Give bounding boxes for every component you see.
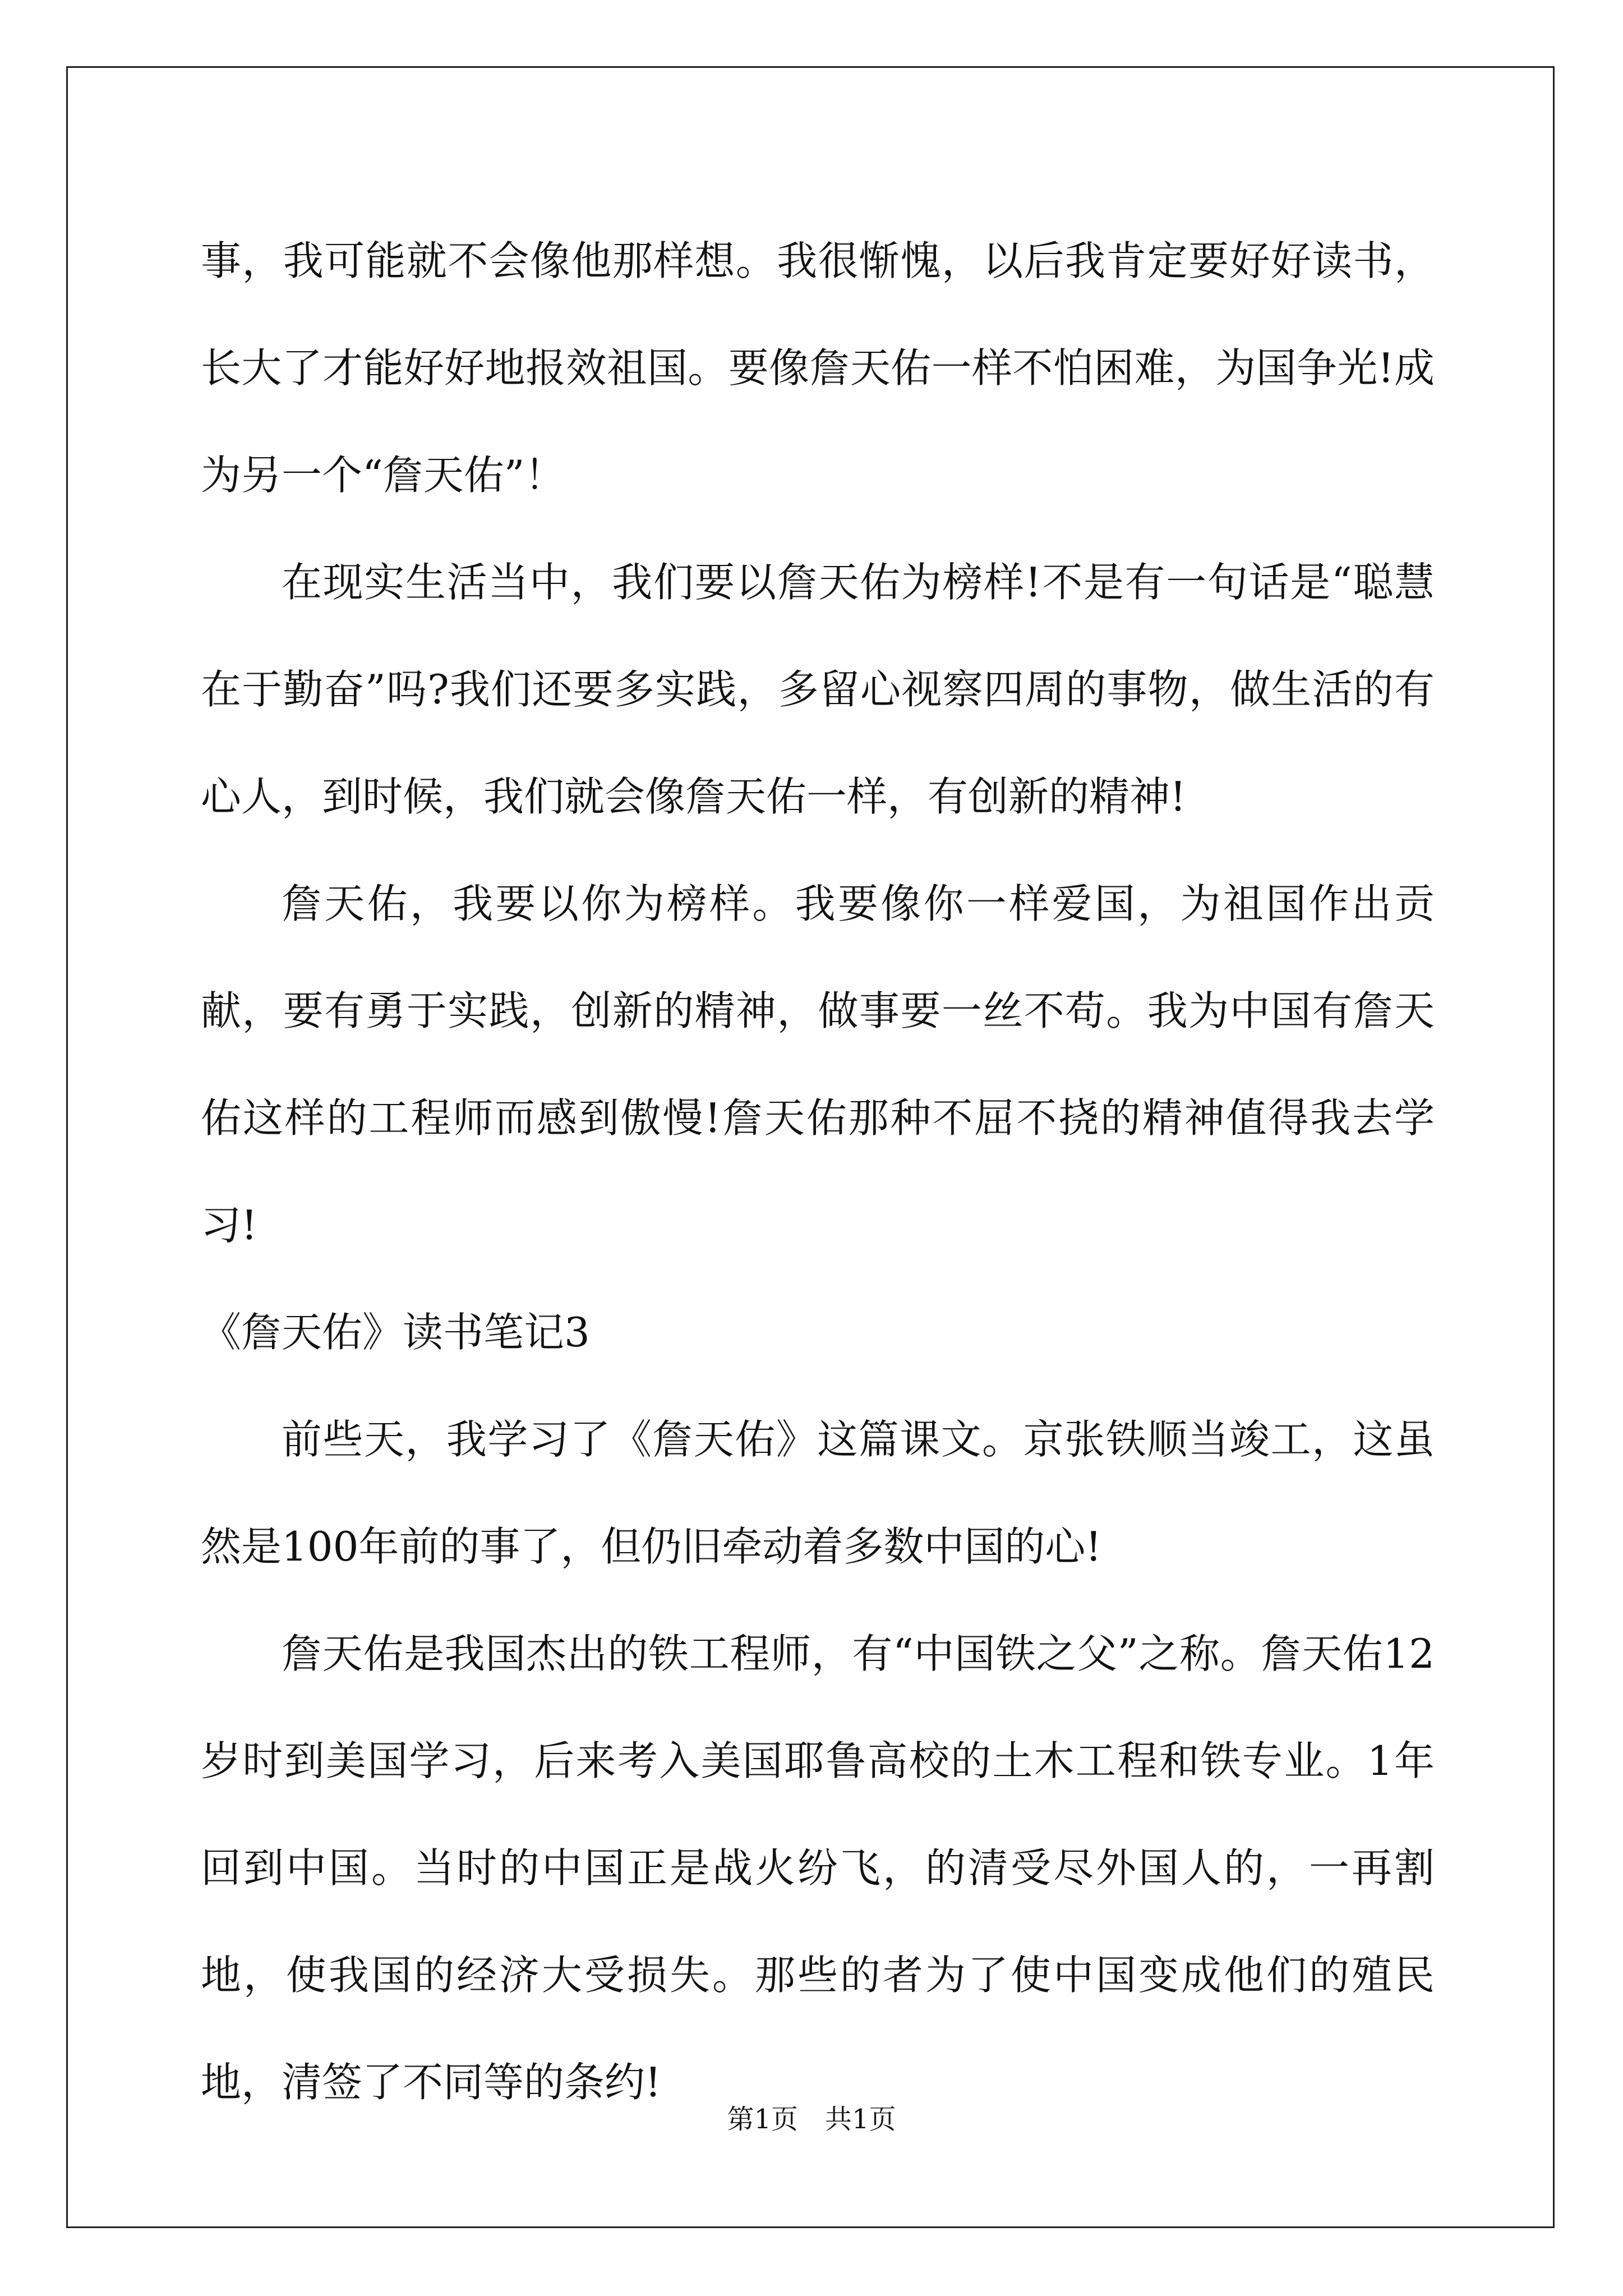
paragraph-role-model: 在现实生活当中，我们要以詹天佑为榜样!不是有一句话是“聪慧在于勤奋”吗?我们还要多实践，多留心视察四周的事物，做生活的有心人，到时候，我们就会像詹天佑一样，有创新的精神! [201, 559, 1435, 820]
paragraph-lesson-intro: 前些天，我学习了《詹天佑》这篇课文。京张铁顺当竣工，这虽然是100年前的事了，但仍旧牵动着多数中国的心! [201, 1416, 1435, 1570]
paragraph-continuation: 事，我可能就不会像他那样想。我很惭愧，以后我肯定要好好读书，长大了才能好好地报效祖国。要像詹天佑一样不怕困难，为国争光!成为另一个“詹天佑”！ [201, 237, 1435, 499]
section-heading: 《詹天佑》读书笔记3 [201, 1309, 590, 1356]
page-footer [0, 2102, 1623, 2136]
page-total: 共1页 [825, 2104, 896, 2135]
paragraph-patriotism: 詹天佑，我要以你为榜样。我要像你一样爱国，为祖国作出贡献，要有勇于实践，创新的精神，做事要一丝不苟。我为中国有詹天佑这样的工程师而感到傲慢!詹天佑那种不屈不挠的精神值得我去学习! [201, 880, 1435, 1249]
document-body [201, 208, 1435, 2136]
paragraph-biography: 詹天佑是我国杰出的铁工程师，有“中国铁之父”之称。詹天佑12岁时到美国学习，后来考入美国耶鲁高校的土木工程和铁专业。1年回到中国。当时的中国正是战火纷飞，的清受尽外国人的，一再割地，使我国的经济大受损失。那些的者为了使中国变成他们的殖民地，清签了不同等的条约! [201, 1630, 1435, 2106]
page-number: 第1页 [727, 2104, 798, 2135]
